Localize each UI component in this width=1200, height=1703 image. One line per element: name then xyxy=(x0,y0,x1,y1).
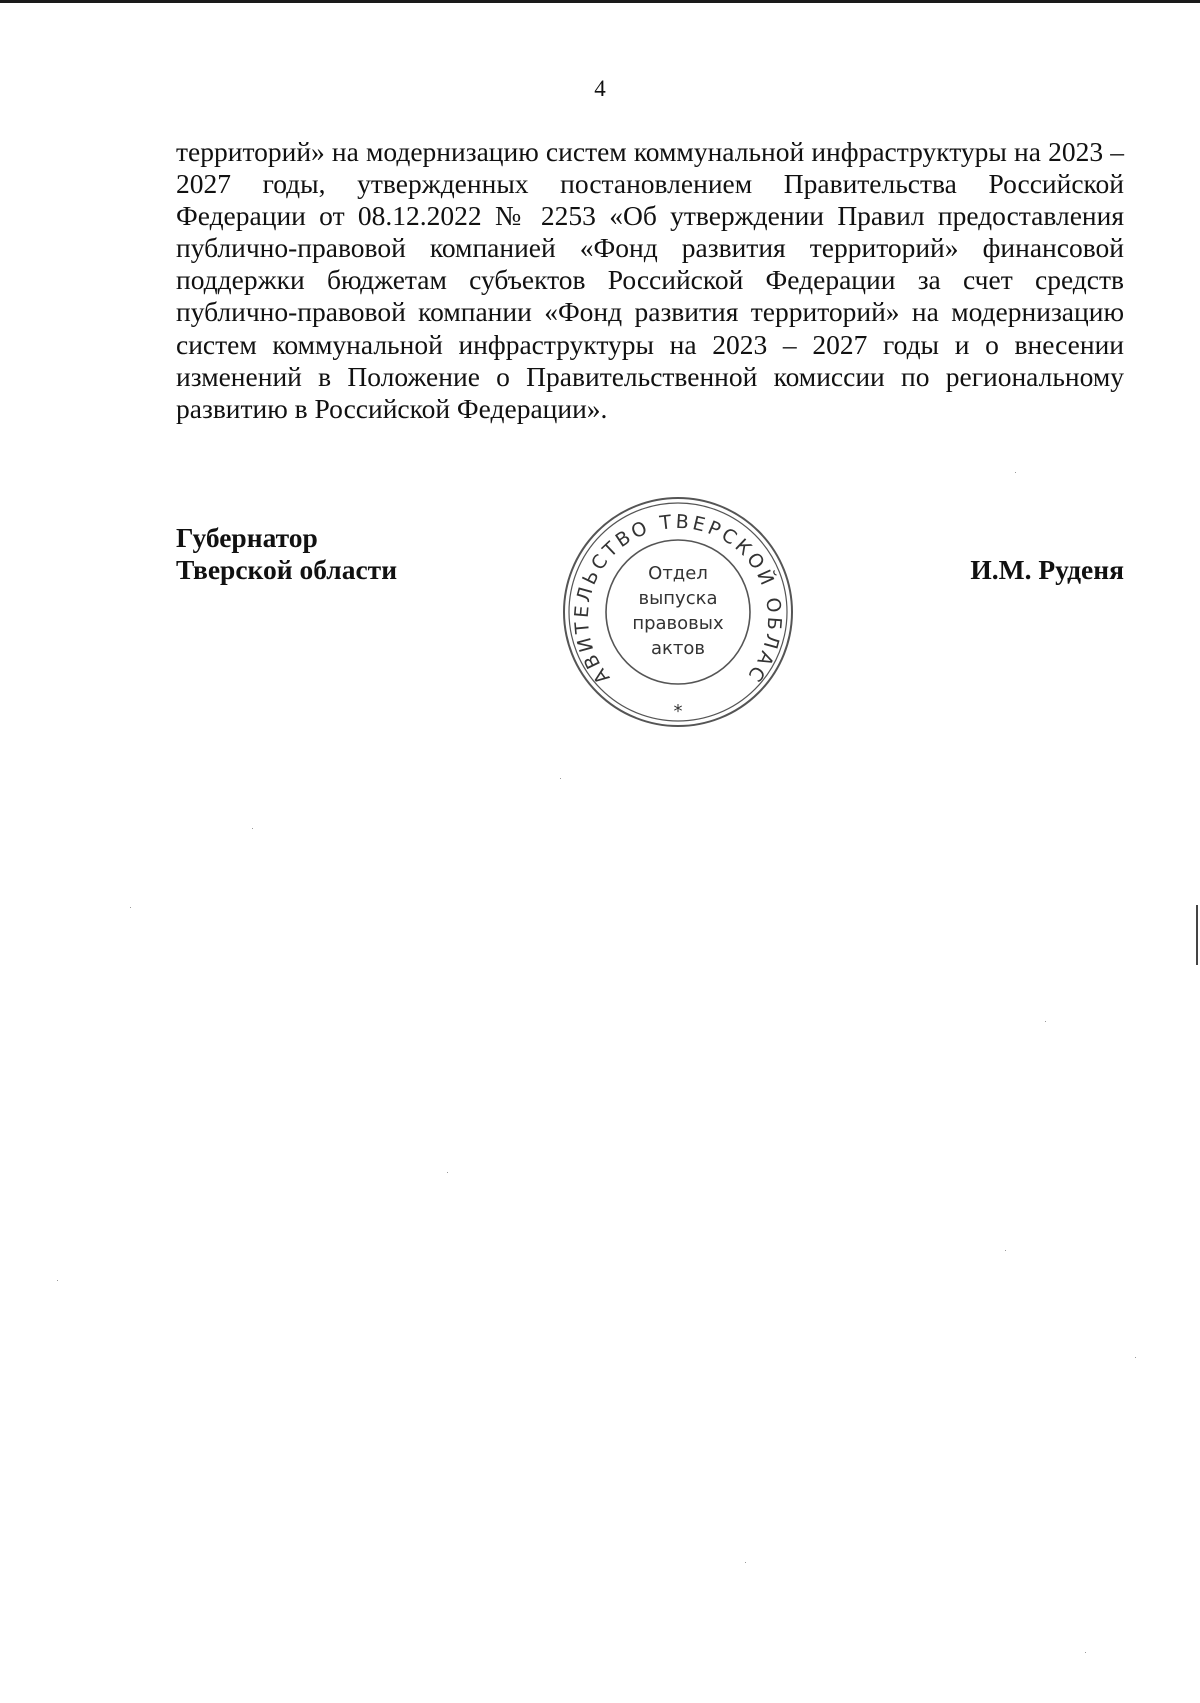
scan-speck xyxy=(1005,1250,1006,1251)
scan-speck xyxy=(1085,1652,1086,1653)
scan-speck xyxy=(560,778,561,779)
scan-speck xyxy=(1015,472,1016,473)
signatory-name: И.М. Руденя xyxy=(970,554,1124,585)
stamp-center-line-3: правовых xyxy=(632,613,724,634)
stamp-center-line-2: выпуска xyxy=(638,588,718,609)
scan-speck xyxy=(1135,1357,1136,1358)
scan-speck xyxy=(252,828,253,829)
scan-speck xyxy=(447,1172,448,1173)
scan-speck xyxy=(130,907,131,908)
stamp-outer-ring-inner xyxy=(569,503,787,721)
stamp-ring-text-path: АВИТЕЛЬСТВО ТВЕРСКОЙ ОБЛАС xyxy=(570,510,786,688)
scan-speck xyxy=(1045,1021,1046,1022)
body-paragraph: территорий» на модернизацию систем коммунальной инфраструктуры на 2023 – 2027 годы, утвержденных постановлением Правительства Российской Федерации от 08.12.2022 № 2253 «Об утверждении Правил предоставления публично-правовой компанией «Фонд развития территорий» финансовой поддержки бюджетам субъектов Российской Федерации за счет средств публично-правовой компании «Фонд развития территорий» на модернизацию систем коммунальной инфраструктуры на 2023 – 2027 годы и о внесении изменений в Положение о Правительственной комиссии по региональному развитию в Российской Федерации». xyxy=(176,136,1124,424)
stamp-star-icon: * xyxy=(673,701,683,722)
signatory-position xyxy=(176,522,397,586)
official-stamp xyxy=(558,495,798,729)
scan-speck xyxy=(57,1280,58,1281)
signatory-position-line-2: Тверской области xyxy=(176,554,398,585)
stamp-center-line-1: Отдел xyxy=(648,563,708,584)
stamp-inner-ring xyxy=(606,540,750,684)
signatory-position-line-1: Губернатор xyxy=(176,522,318,553)
page-number: 4 xyxy=(594,76,606,101)
stamp-center-line-4: актов xyxy=(650,638,706,659)
scan-edge-top xyxy=(0,0,1200,3)
stamp-graphic xyxy=(558,495,798,729)
scan-edge-mark xyxy=(1196,905,1198,965)
scan-speck xyxy=(745,1562,746,1563)
